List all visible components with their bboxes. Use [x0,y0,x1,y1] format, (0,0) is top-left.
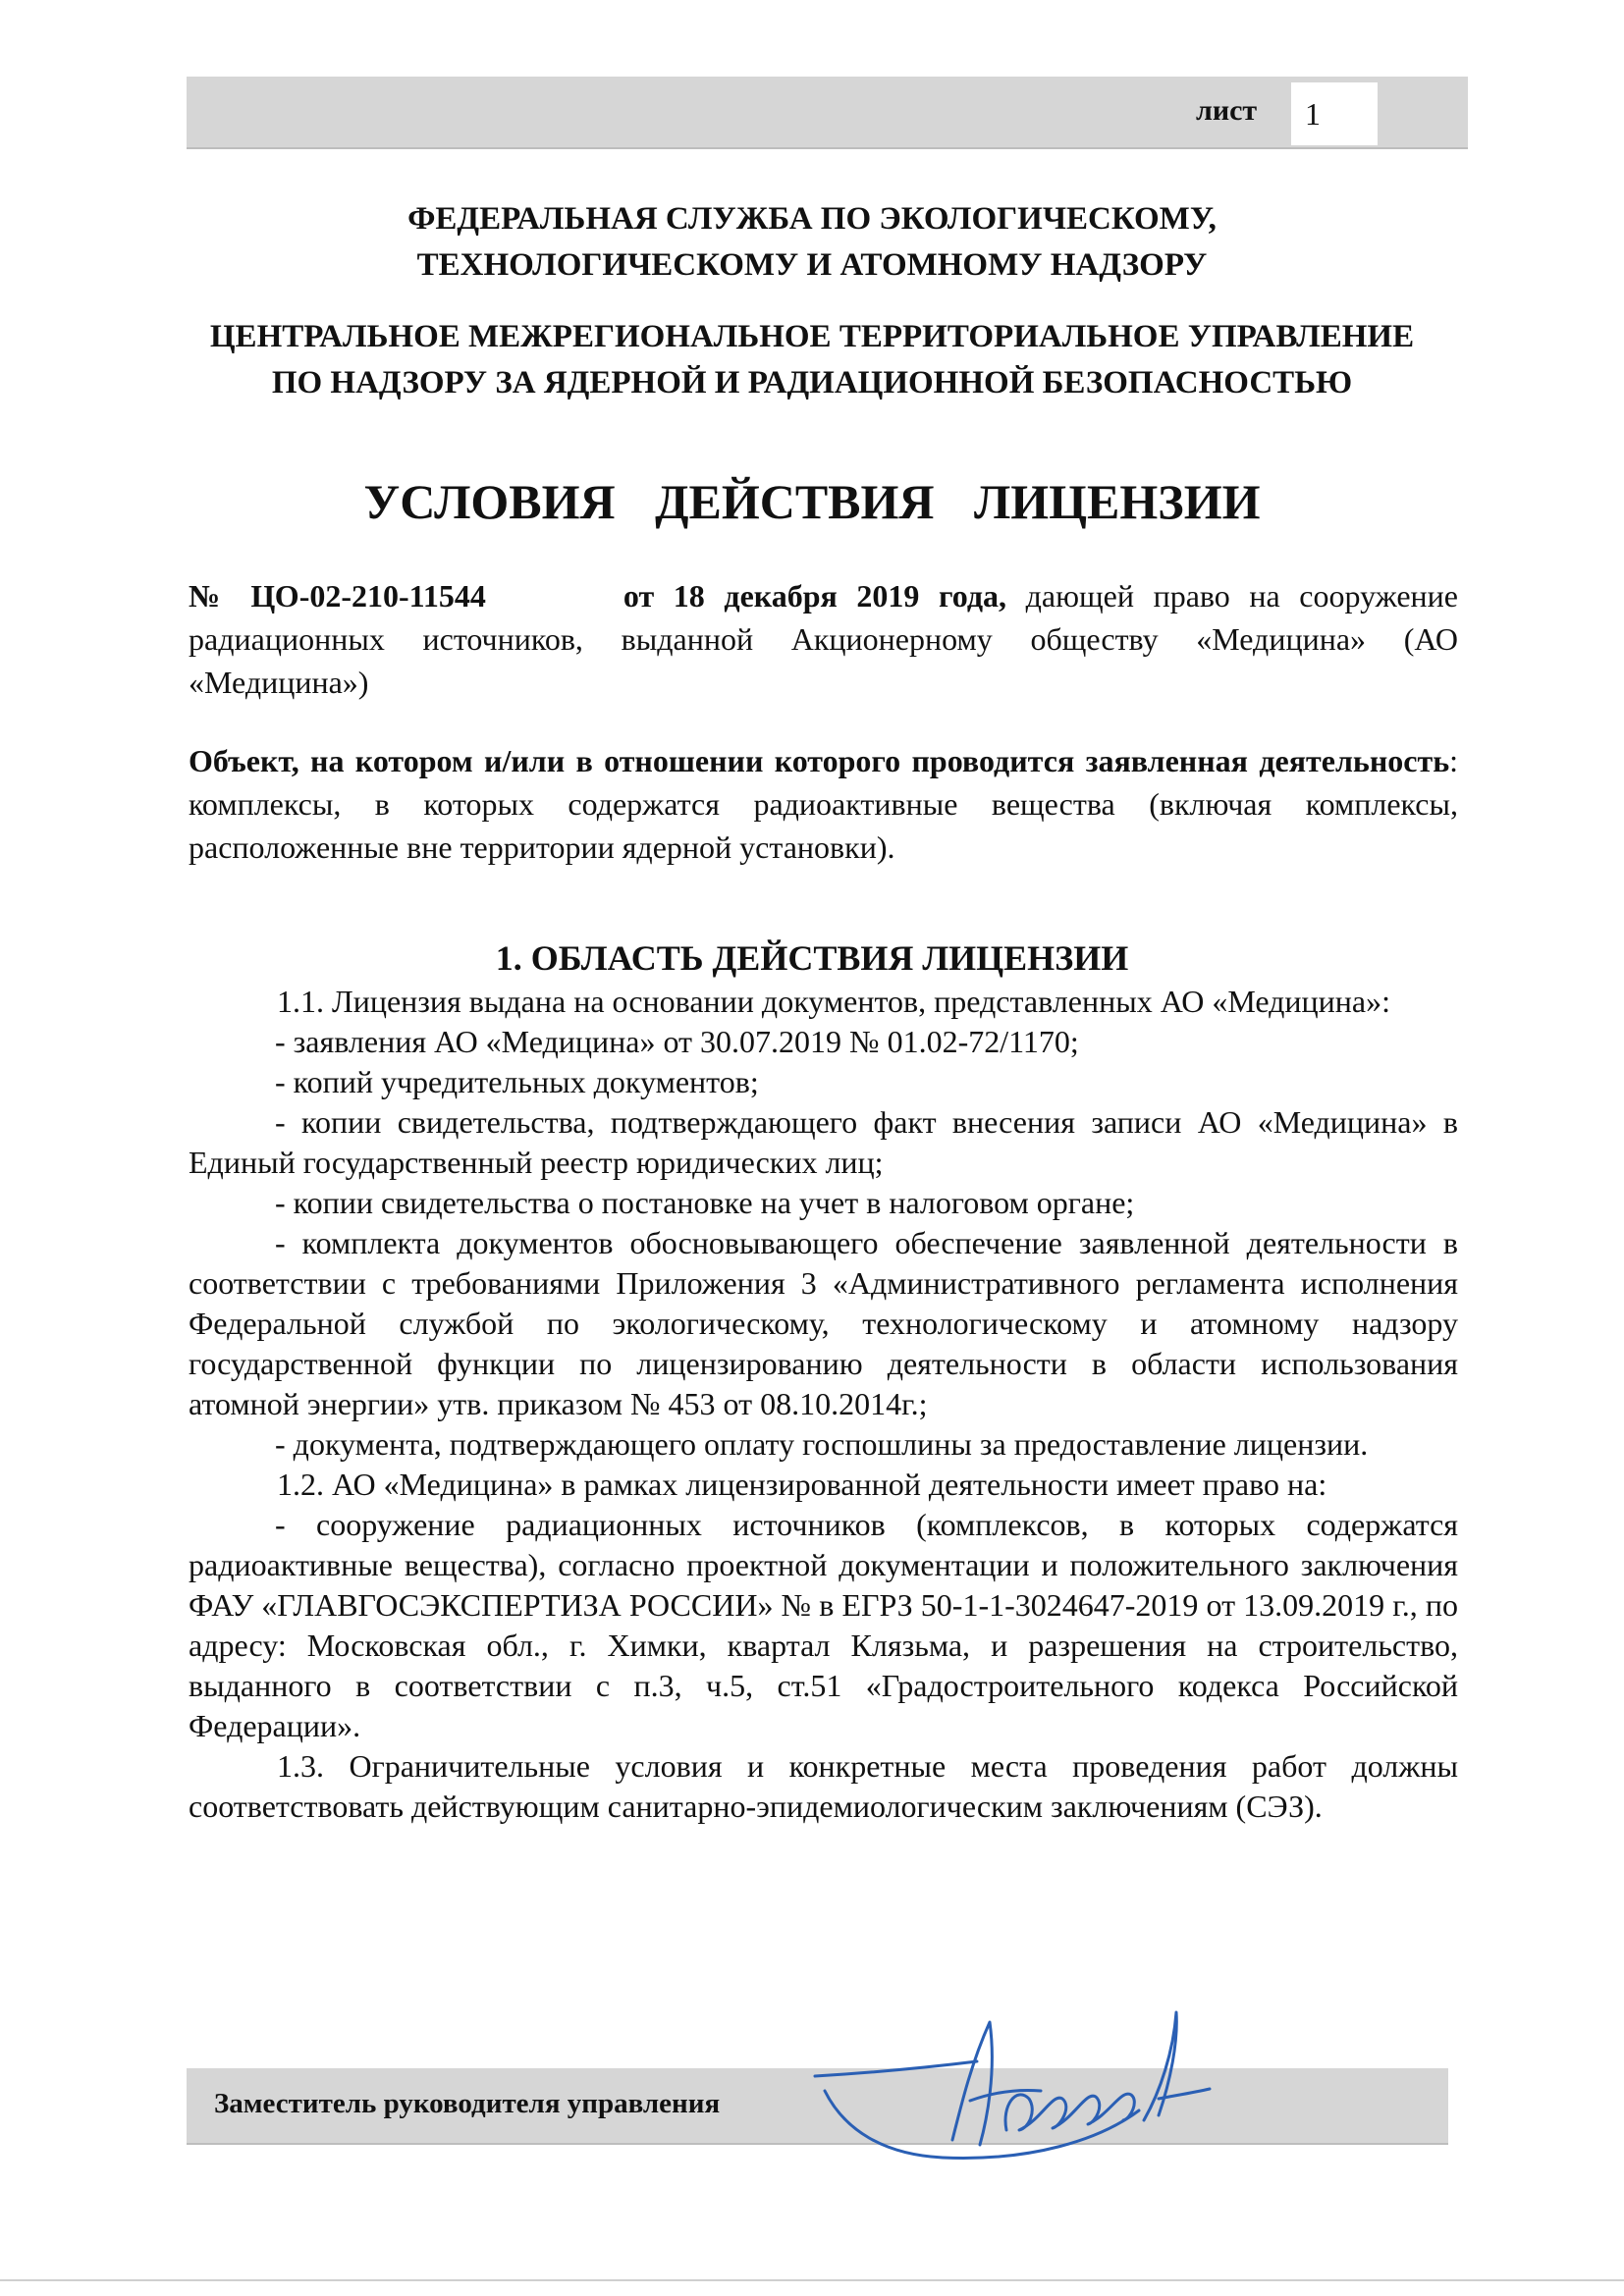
list-item: - копий учредительных документов; [275,1064,759,1099]
section-heading: 1. ОБЛАСТЬ ДЕЙСТВИЯ ЛИЦЕНЗИИ [495,938,1129,978]
clause-1-1: 1.1. Лицензия выдана на основании документов, представленных АО «Медицина»: [277,984,1390,1019]
license-date: от 18 декабря 2019 года, [623,578,1007,614]
sheet-number: 1 [1291,82,1378,145]
sheet-label: лист [1196,94,1258,127]
object-text: : комплексы, в которых содержатся радиоактивные вещества (включая комплексы, расположенные вне территории ядерной установки). [189,743,1458,865]
list-item: - копии свидетельства, подтверждающего факт внесения записи АО «Медицина» в Единый государственный реестр юридических лиц; [189,1104,1458,1180]
department-name [0,314,1624,406]
agency-name-line2: ТЕХНОЛОГИЧЕСКОМУ И АТОМНОМУ НАДЗОРУ [416,247,1208,283]
license-description: дающей право на сооружение радиационных источников, выданной Акционерному обществу «Медицина» (АО «Медицина») [189,578,1459,700]
signature-image [805,1983,1218,2189]
license-paragraph [189,574,1458,704]
object-label: Объект, на котором и/или в отношении которого проводится заявленная деятельность [189,743,1450,778]
license-number: № ЦО-02-210-11544 [189,578,486,614]
signatory-position: Заместитель руководителя управления [214,2088,721,2119]
document-title: УСЛОВИЯ ДЕЙСТВИЯ ЛИЦЕНЗИИ [363,474,1261,529]
list-item: - заявления АО «Медицина» от 30.07.2019 № 01.02-72/1170; [275,1024,1079,1059]
object-paragraph [189,739,1458,869]
scan-edge-line [0,2279,1624,2281]
department-name-line2: ПО НАДЗОРУ ЗА ЯДЕРНОЙ И РАДИАЦИОННОЙ БЕЗОПАСНОСТЬЮ [271,365,1353,400]
list-item: - комплекта документов обосновывающего обеспечение заявленной деятельности в соответствии с требованиями Приложения 3 «Административного регламента исполнения Федеральной службой по экологическому, технологическому и атомному надзору государственной функции по лицензированию деятельности в области использования атомной энергии» утв. приказом № 453 от 08.10.2014г.; [189,1225,1458,1421]
section-body [189,982,1458,1827]
clause-1-2: 1.2. АО «Медицина» в рамках лицензированной деятельности имеет право на: [277,1467,1327,1502]
page-header-bar [187,77,1468,149]
agency-name [0,196,1624,289]
list-item: - сооружение радиационных источников (комплексов, в которых содержатся радиоактивные вещества), согласно проектной документации и положительного заключения ФАУ «ГЛАВГОСЭКСПЕРТИЗА РОССИИ» № в ЕГРЗ 50-1-1-3024647-2019 от 13.09.2019 г., по адресу: Московская обл., г. Химки, квартал Клязьма, и разрешения на строительство, выданного в соответствии с п.3, ч.5, ст.51 «Градостроительного кодекса Российской Федерации». [189,1507,1458,1743]
clause-1-3: 1.3. Ограничительные условия и конкретные места проведения работ должны соответствовать действующим санитарно-эпидемиологическим заключениям (СЭЗ). [189,1748,1458,1824]
list-item: - документа, подтверждающего оплату госпошлины за предоставление лицензии. [275,1426,1369,1462]
list-item: - копии свидетельства о постановке на учет в налоговом органе; [275,1185,1135,1220]
department-name-line1: ЦЕНТРАЛЬНОЕ МЕЖРЕГИОНАЛЬНОЕ ТЕРРИТОРИАЛЬНОЕ УПРАВЛЕНИЕ [209,319,1415,354]
agency-name-line1: ФЕДЕРАЛЬНАЯ СЛУЖБА ПО ЭКОЛОГИЧЕСКОМУ, [407,201,1217,237]
